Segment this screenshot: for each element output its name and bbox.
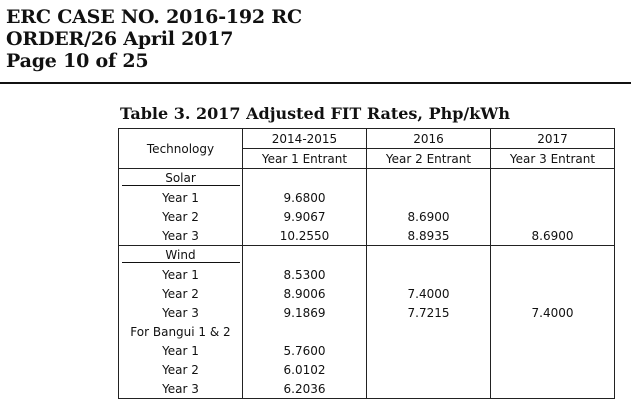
row-label: Year 1: [119, 341, 243, 360]
entrant-header: Year 1 Entrant: [243, 149, 367, 169]
rate-cell: 7.4000: [491, 303, 615, 322]
table-row: [119, 360, 615, 379]
section-row-wind: [119, 246, 615, 266]
rate-cell: 9.9067: [243, 207, 367, 226]
entrant-header: Year 3 Entrant: [491, 149, 615, 169]
rate-cell: 10.2550: [243, 226, 367, 246]
row-label: Year 3: [119, 379, 243, 399]
row-label: Year 3: [119, 303, 243, 322]
year-header: 2014-2015: [243, 129, 367, 149]
rate-cell: [491, 265, 615, 284]
rate-cell: 6.0102: [243, 360, 367, 379]
rate-cell: 7.4000: [367, 284, 491, 303]
section-row-solar: [119, 169, 615, 189]
rate-cell: 9.6800: [243, 188, 367, 207]
entrant-header: Year 2 Entrant: [367, 149, 491, 169]
year-header: 2016: [367, 129, 491, 149]
row-label: Year 2: [119, 284, 243, 303]
rate-cell: 5.7600: [243, 341, 367, 360]
technology-header: Technology: [119, 129, 243, 169]
table-row: [119, 379, 615, 399]
row-label: Year 3: [119, 226, 243, 246]
year-header: 2017: [491, 129, 615, 149]
fit-rates-table: [118, 128, 615, 399]
rate-cell: 6.2036: [243, 379, 367, 399]
table-row: [119, 265, 615, 284]
rate-cell: [367, 341, 491, 360]
table-row: [119, 284, 615, 303]
rate-cell: 8.8935: [367, 226, 491, 246]
rate-cell: [491, 341, 615, 360]
rate-cell: [491, 207, 615, 226]
row-label: Year 1: [119, 188, 243, 207]
rate-cell: [367, 360, 491, 379]
rate-cell: [367, 379, 491, 399]
table-row: [119, 188, 615, 207]
rate-cell: [491, 188, 615, 207]
rate-cell: 8.6900: [491, 226, 615, 246]
table-header-row: [119, 129, 615, 149]
rate-cell: [491, 284, 615, 303]
rate-cell: 7.7215: [367, 303, 491, 322]
order-date: ORDER/26 April 2017: [6, 28, 234, 50]
table-row: [119, 226, 615, 246]
table-row: [119, 303, 615, 322]
row-label: Year 2: [119, 207, 243, 226]
rate-cell: [491, 379, 615, 399]
rate-cell: [367, 265, 491, 284]
header-rule: [0, 82, 631, 84]
rate-cell: 8.6900: [367, 207, 491, 226]
rate-cell: 8.5300: [243, 265, 367, 284]
case-number: ERC CASE NO. 2016-192 RC: [6, 6, 302, 28]
document-header: [6, 6, 302, 72]
rate-cell: [367, 188, 491, 207]
page-number: Page 10 of 25: [6, 50, 149, 72]
row-label: Year 1: [119, 265, 243, 284]
section-label-solar: Solar: [122, 171, 240, 186]
row-label: Year 2: [119, 360, 243, 379]
rate-cell: [491, 360, 615, 379]
section-label-wind: Wind: [122, 248, 240, 263]
section-row-bangui: [119, 322, 615, 341]
rate-cell: 9.1869: [243, 303, 367, 322]
rate-cell: 8.9006: [243, 284, 367, 303]
section-label-bangui: For Bangui 1 & 2: [119, 322, 243, 341]
table-caption: Table 3. 2017 Adjusted FIT Rates, Php/kWh: [120, 104, 510, 123]
table-row: [119, 341, 615, 360]
table-row: [119, 207, 615, 226]
